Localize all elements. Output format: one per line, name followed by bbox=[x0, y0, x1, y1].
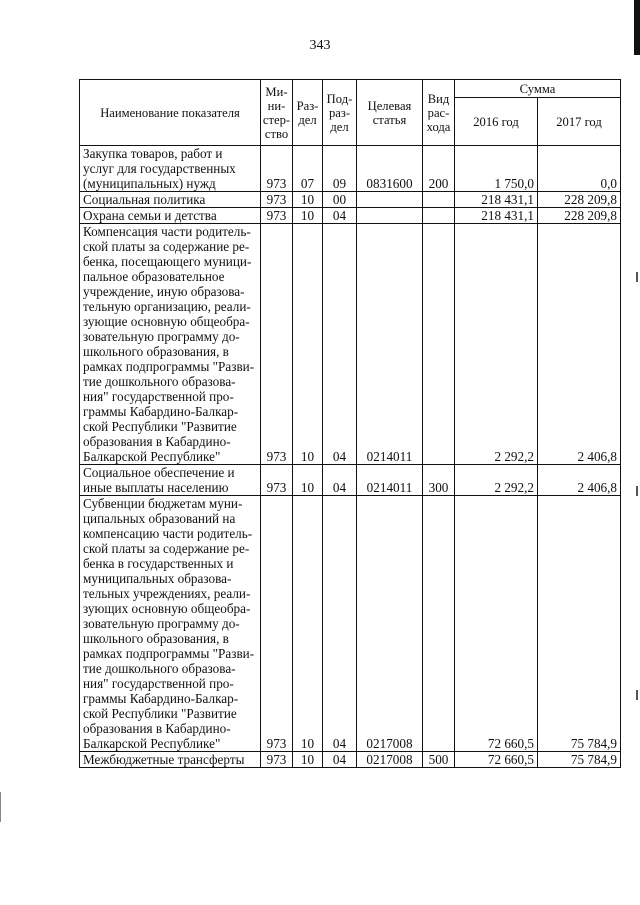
header-target: Целевая статья bbox=[357, 80, 423, 146]
header-2017: 2017 год bbox=[538, 98, 621, 146]
row-ministry: 973 bbox=[261, 208, 293, 224]
table-row bbox=[80, 208, 621, 224]
page-number: 343 bbox=[309, 38, 331, 53]
header-section: Раз- дел bbox=[293, 80, 323, 146]
scan-tick bbox=[0, 792, 1, 822]
row-type bbox=[423, 192, 455, 208]
row-subsection: 04 bbox=[323, 496, 357, 752]
row-subsection: 04 bbox=[323, 224, 357, 465]
row-name: Охрана семьи и детства bbox=[80, 208, 261, 224]
row-target: 0214011 bbox=[357, 224, 423, 465]
row-name: Компенсация части родитель- ской платы за содержание ре- бенка, посещающего муници- пальное образовательное учреждение, иную образова- тельную организацию, реали- зующие основную общеобра- зовательную программу до- школьного образования, в рамках подпрограммы "Разви- тие дошкольного образова- ния" государственной про- граммы Кабардино-Балкар- ской Республики "Развитие образования в Кабардино- Балкарской Республике" bbox=[80, 224, 261, 465]
row-subsection: 04 bbox=[323, 208, 357, 224]
row-2016: 2 292,2 bbox=[455, 224, 538, 465]
row-2017: 228 209,8 bbox=[538, 208, 621, 224]
row-2017: 75 784,9 bbox=[538, 752, 621, 768]
header-sum: Сумма bbox=[455, 80, 621, 98]
row-subsection: 04 bbox=[323, 752, 357, 768]
row-2017: 2 406,8 bbox=[538, 465, 621, 496]
row-section: 10 bbox=[293, 208, 323, 224]
row-type: 200 bbox=[423, 146, 455, 192]
row-section: 10 bbox=[293, 752, 323, 768]
row-section: 10 bbox=[293, 465, 323, 496]
row-type bbox=[423, 224, 455, 465]
row-name: Межбюджетные трансферты bbox=[80, 752, 261, 768]
table-row bbox=[80, 224, 621, 465]
row-2016: 2 292,2 bbox=[455, 465, 538, 496]
table-row bbox=[80, 146, 621, 192]
table-header bbox=[80, 80, 621, 146]
row-2016: 1 750,0 bbox=[455, 146, 538, 192]
row-name: Субвенции бюджетам муни- ципальных образований на компенсацию части родитель- ской платы за содержание ре- бенка в государственных и муниципальных образова- тельных учреждениях, реали- зующих основную общеобра- зовательную программу до- школьного образования, в рамках подпрограммы "Разви- тие дошкольного образова- ния" государственной про- граммы Кабардино-Балкар- ской Республики "Развитие образования в Кабардино- Балкарской Республике" bbox=[80, 496, 261, 752]
row-target: 0217008 bbox=[357, 752, 423, 768]
row-target bbox=[357, 208, 423, 224]
row-target: 0214011 bbox=[357, 465, 423, 496]
budget-table bbox=[79, 79, 621, 768]
row-type bbox=[423, 208, 455, 224]
row-2016: 218 431,1 bbox=[455, 192, 538, 208]
row-ministry: 973 bbox=[261, 192, 293, 208]
row-type: 300 bbox=[423, 465, 455, 496]
row-subsection: 09 bbox=[323, 146, 357, 192]
header-ministry: Ми- ни- стер- ство bbox=[261, 80, 293, 146]
row-target: 0831600 bbox=[357, 146, 423, 192]
table-row bbox=[80, 752, 621, 768]
row-ministry: 973 bbox=[261, 224, 293, 465]
row-section: 10 bbox=[293, 496, 323, 752]
row-ministry: 973 bbox=[261, 752, 293, 768]
row-name: Социальное обеспечение и иные выплаты населению bbox=[80, 465, 261, 496]
row-name: Закупка товаров, работ и услуг для государственных (муниципальных) нужд bbox=[80, 146, 261, 192]
row-subsection: 00 bbox=[323, 192, 357, 208]
row-section: 10 bbox=[293, 224, 323, 465]
row-2016: 72 660,5 bbox=[455, 496, 538, 752]
row-2016: 218 431,1 bbox=[455, 208, 538, 224]
scan-tick bbox=[636, 690, 638, 700]
row-name: Социальная политика bbox=[80, 192, 261, 208]
row-subsection: 04 bbox=[323, 465, 357, 496]
header-expense-type: Вид рас- хода bbox=[423, 80, 455, 146]
scan-tick bbox=[636, 272, 638, 282]
row-type: 500 bbox=[423, 752, 455, 768]
row-section: 10 bbox=[293, 192, 323, 208]
row-ministry: 973 bbox=[261, 496, 293, 752]
row-target bbox=[357, 192, 423, 208]
header-name: Наименование показателя bbox=[80, 80, 261, 146]
row-ministry: 973 bbox=[261, 465, 293, 496]
header-subsection: Под- раз- дел bbox=[323, 80, 357, 146]
row-ministry: 973 bbox=[261, 146, 293, 192]
table-row bbox=[80, 496, 621, 752]
row-2016: 72 660,5 bbox=[455, 752, 538, 768]
header-2016: 2016 год bbox=[455, 98, 538, 146]
table-row bbox=[80, 465, 621, 496]
row-2017: 2 406,8 bbox=[538, 224, 621, 465]
scan-tick bbox=[636, 486, 638, 496]
table-row bbox=[80, 192, 621, 208]
row-2017: 75 784,9 bbox=[538, 496, 621, 752]
row-2017: 0,0 bbox=[538, 146, 621, 192]
row-2017: 228 209,8 bbox=[538, 192, 621, 208]
row-target: 0217008 bbox=[357, 496, 423, 752]
row-section: 07 bbox=[293, 146, 323, 192]
row-type bbox=[423, 496, 455, 752]
